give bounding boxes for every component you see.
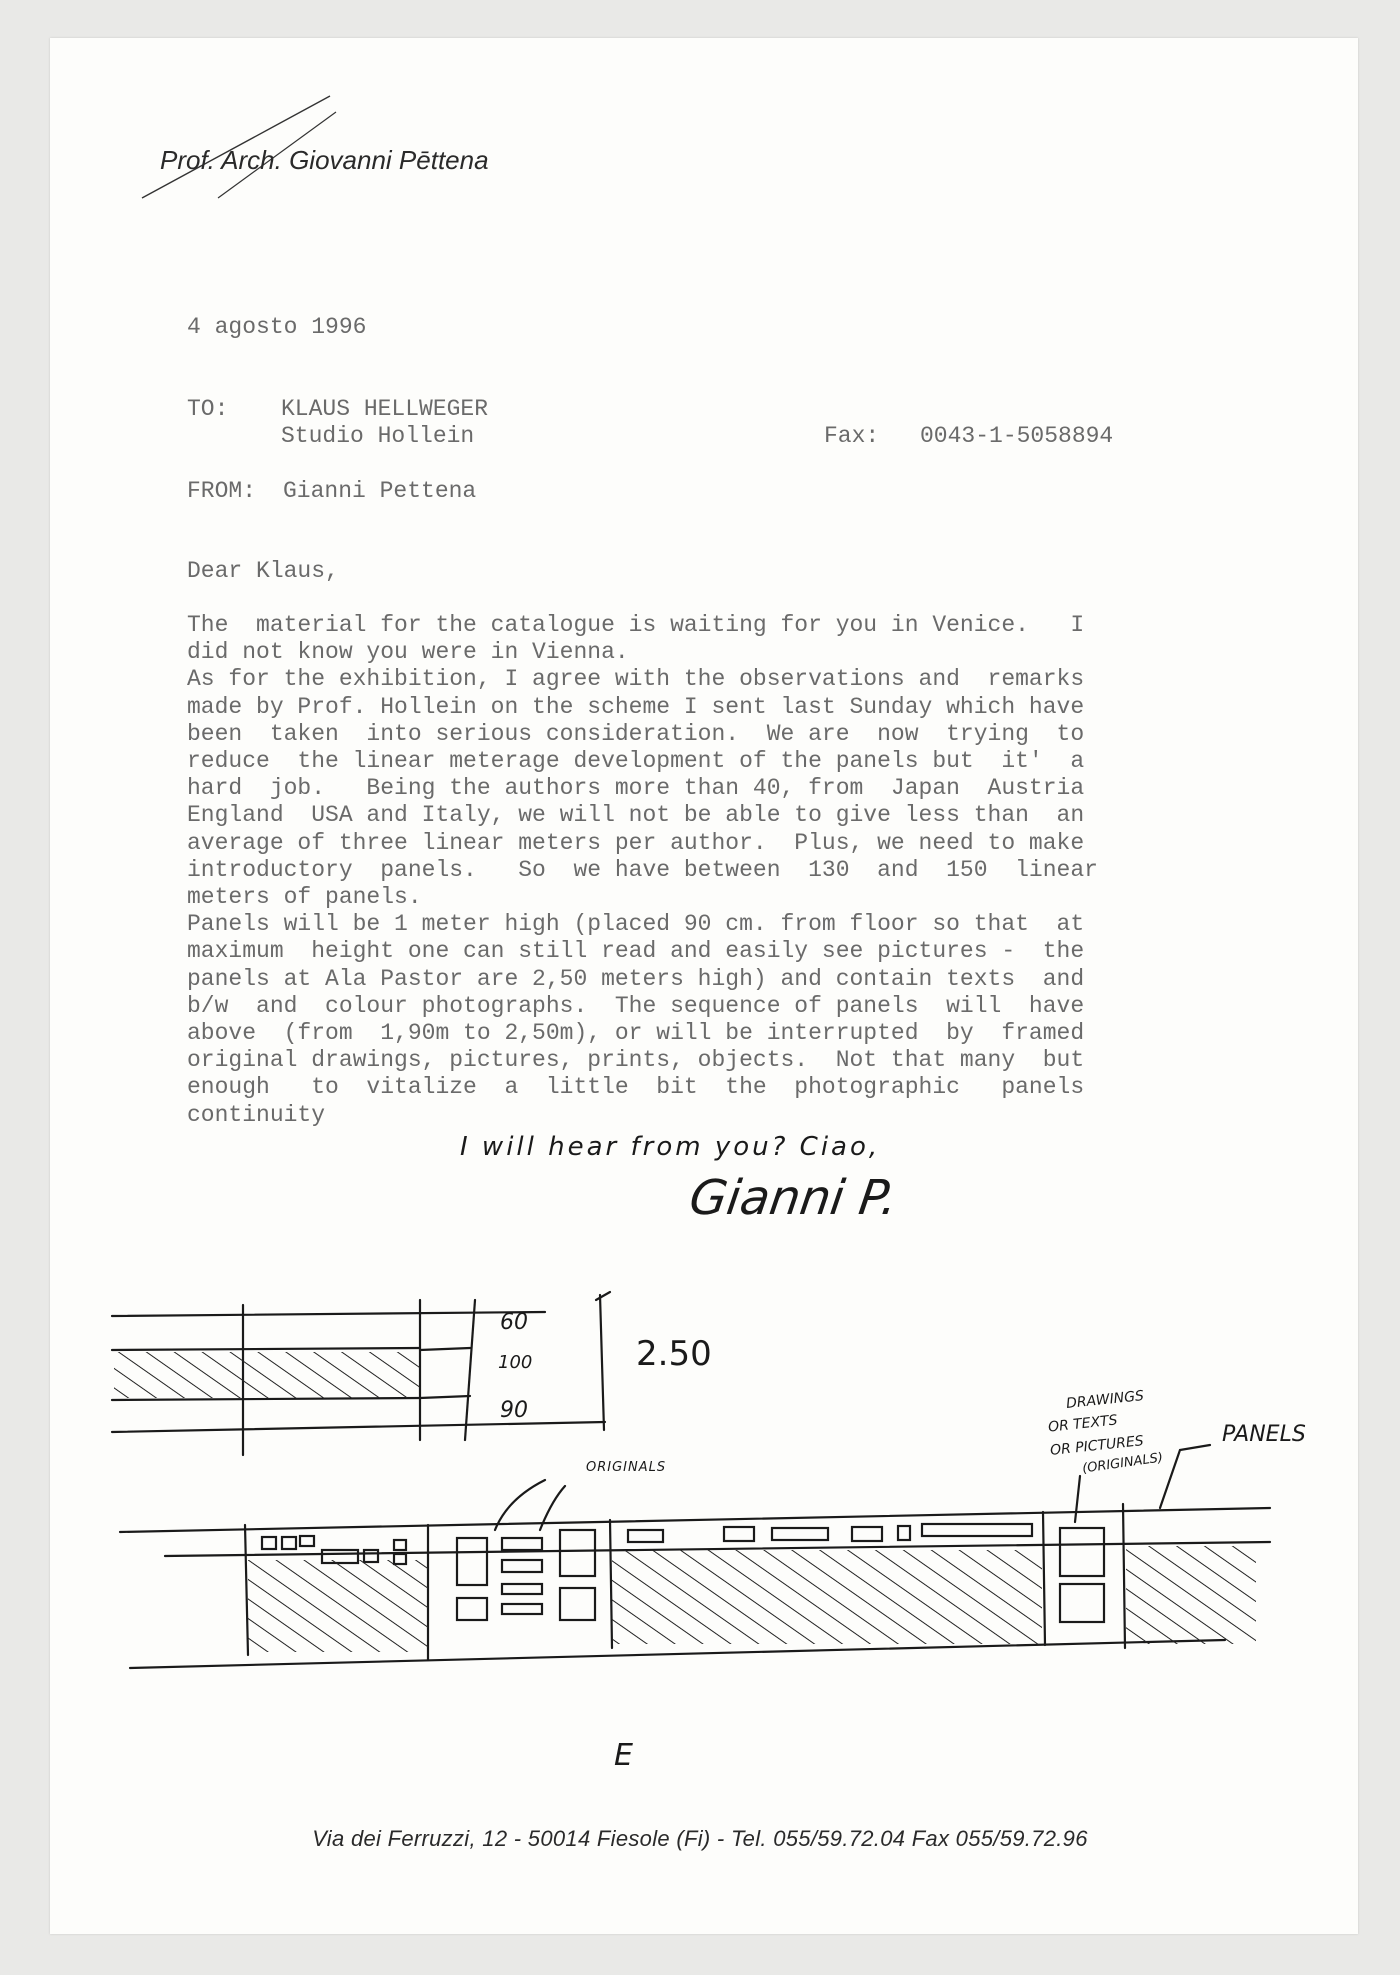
to-name: KLAUS HELLWEGER (281, 396, 489, 422)
body-line: hard job. Being the authors more than 40, from Japan Austria (187, 775, 1085, 802)
body-line: England USA and Italy, we will not be able to give less than an (187, 802, 1085, 829)
label-panels: PANELS (1222, 1422, 1306, 1447)
body-line: introductory panels. So we have between 130 and 150 linear (187, 856, 1098, 883)
body-line: b/w and colour photographs. The sequence of panels will have (187, 992, 1085, 1019)
dimension-90: 90 (500, 1398, 528, 1423)
label-drawings: DRAWINGS (1065, 1387, 1145, 1413)
label-or-pictures: OR PICTURES (1049, 1433, 1145, 1459)
from-label: FROM: (187, 478, 257, 504)
dimension-60: 60 (500, 1310, 528, 1335)
body-line: been taken into serious consideration. We are now trying to (187, 720, 1085, 747)
body-line: maximum height one can still read and easily see pictures - the (187, 938, 1085, 965)
body-line: panels at Ala Pastor are 2,50 meters high) and contain texts and (187, 965, 1085, 992)
label-or-texts: OR TEXTS (1047, 1412, 1119, 1436)
hatched-panel-left (248, 1560, 428, 1652)
body-line: As for the exhibition, I agree with the observations and remarks (187, 666, 1085, 693)
hatched-panel-center (612, 1550, 1042, 1644)
body-line: enough to vitalize a little bit the photographic panels (187, 1074, 1085, 1101)
body-line: above (from 1,90m to 2,50m), or will be interrupted by framed (187, 1020, 1085, 1046)
body-line: The material for the catalogue is waiting for you in Venice. I (187, 612, 1085, 638)
body-line: meters of panels. (187, 884, 422, 910)
salutation: Dear Klaus, (187, 558, 339, 584)
body-line: continuity (187, 1101, 326, 1128)
signature: Gianni P. (686, 1170, 901, 1226)
body-line: Panels will be 1 meter high (placed 90 cm. from floor so that at (187, 911, 1085, 938)
body-line: original drawings, pictures, prints, objects. Not that many but (187, 1047, 1085, 1074)
to-label: TO: (187, 396, 229, 422)
label-originals-bracket: (ORIGINALS) (1081, 1450, 1164, 1477)
hatched-panel-elevation (114, 1352, 420, 1398)
fax-number: 0043-1-5058894 (920, 423, 1114, 449)
hatched-panel-right (1126, 1546, 1256, 1644)
dimension-2-50: 2.50 (636, 1334, 712, 1374)
label-originals: ORIGINALS (586, 1460, 667, 1475)
letterhead-name: Prof. Arch. Giovanni Pēttena (160, 145, 489, 175)
letterhead-footer-address: Via dei Ferruzzi, 12 - 50014 Fiesole (Fi) - Tel. 055/59.72.04 Fax 055/59.72.96 (312, 1826, 1088, 1851)
body-line: reduce the linear meterage development of the panels but it' a (187, 748, 1085, 774)
initial-mark: E (614, 1738, 633, 1773)
dimension-100: 100 (498, 1352, 533, 1373)
fax-label: Fax: (824, 423, 880, 449)
body-line: average of three linear meters per author. Plus, we need to make (187, 829, 1085, 856)
from-name: Gianni Pettena (283, 478, 477, 504)
body-line: did not know you were in Vienna. (187, 639, 629, 666)
letter-date: 4 agosto 1996 (187, 314, 367, 340)
handwritten-note: I will hear from you? Ciao, (460, 1132, 881, 1162)
body-line: made by Prof. Hollein on the scheme I sent last Sunday which have (187, 693, 1085, 720)
to-organization: Studio Hollein (281, 423, 475, 449)
